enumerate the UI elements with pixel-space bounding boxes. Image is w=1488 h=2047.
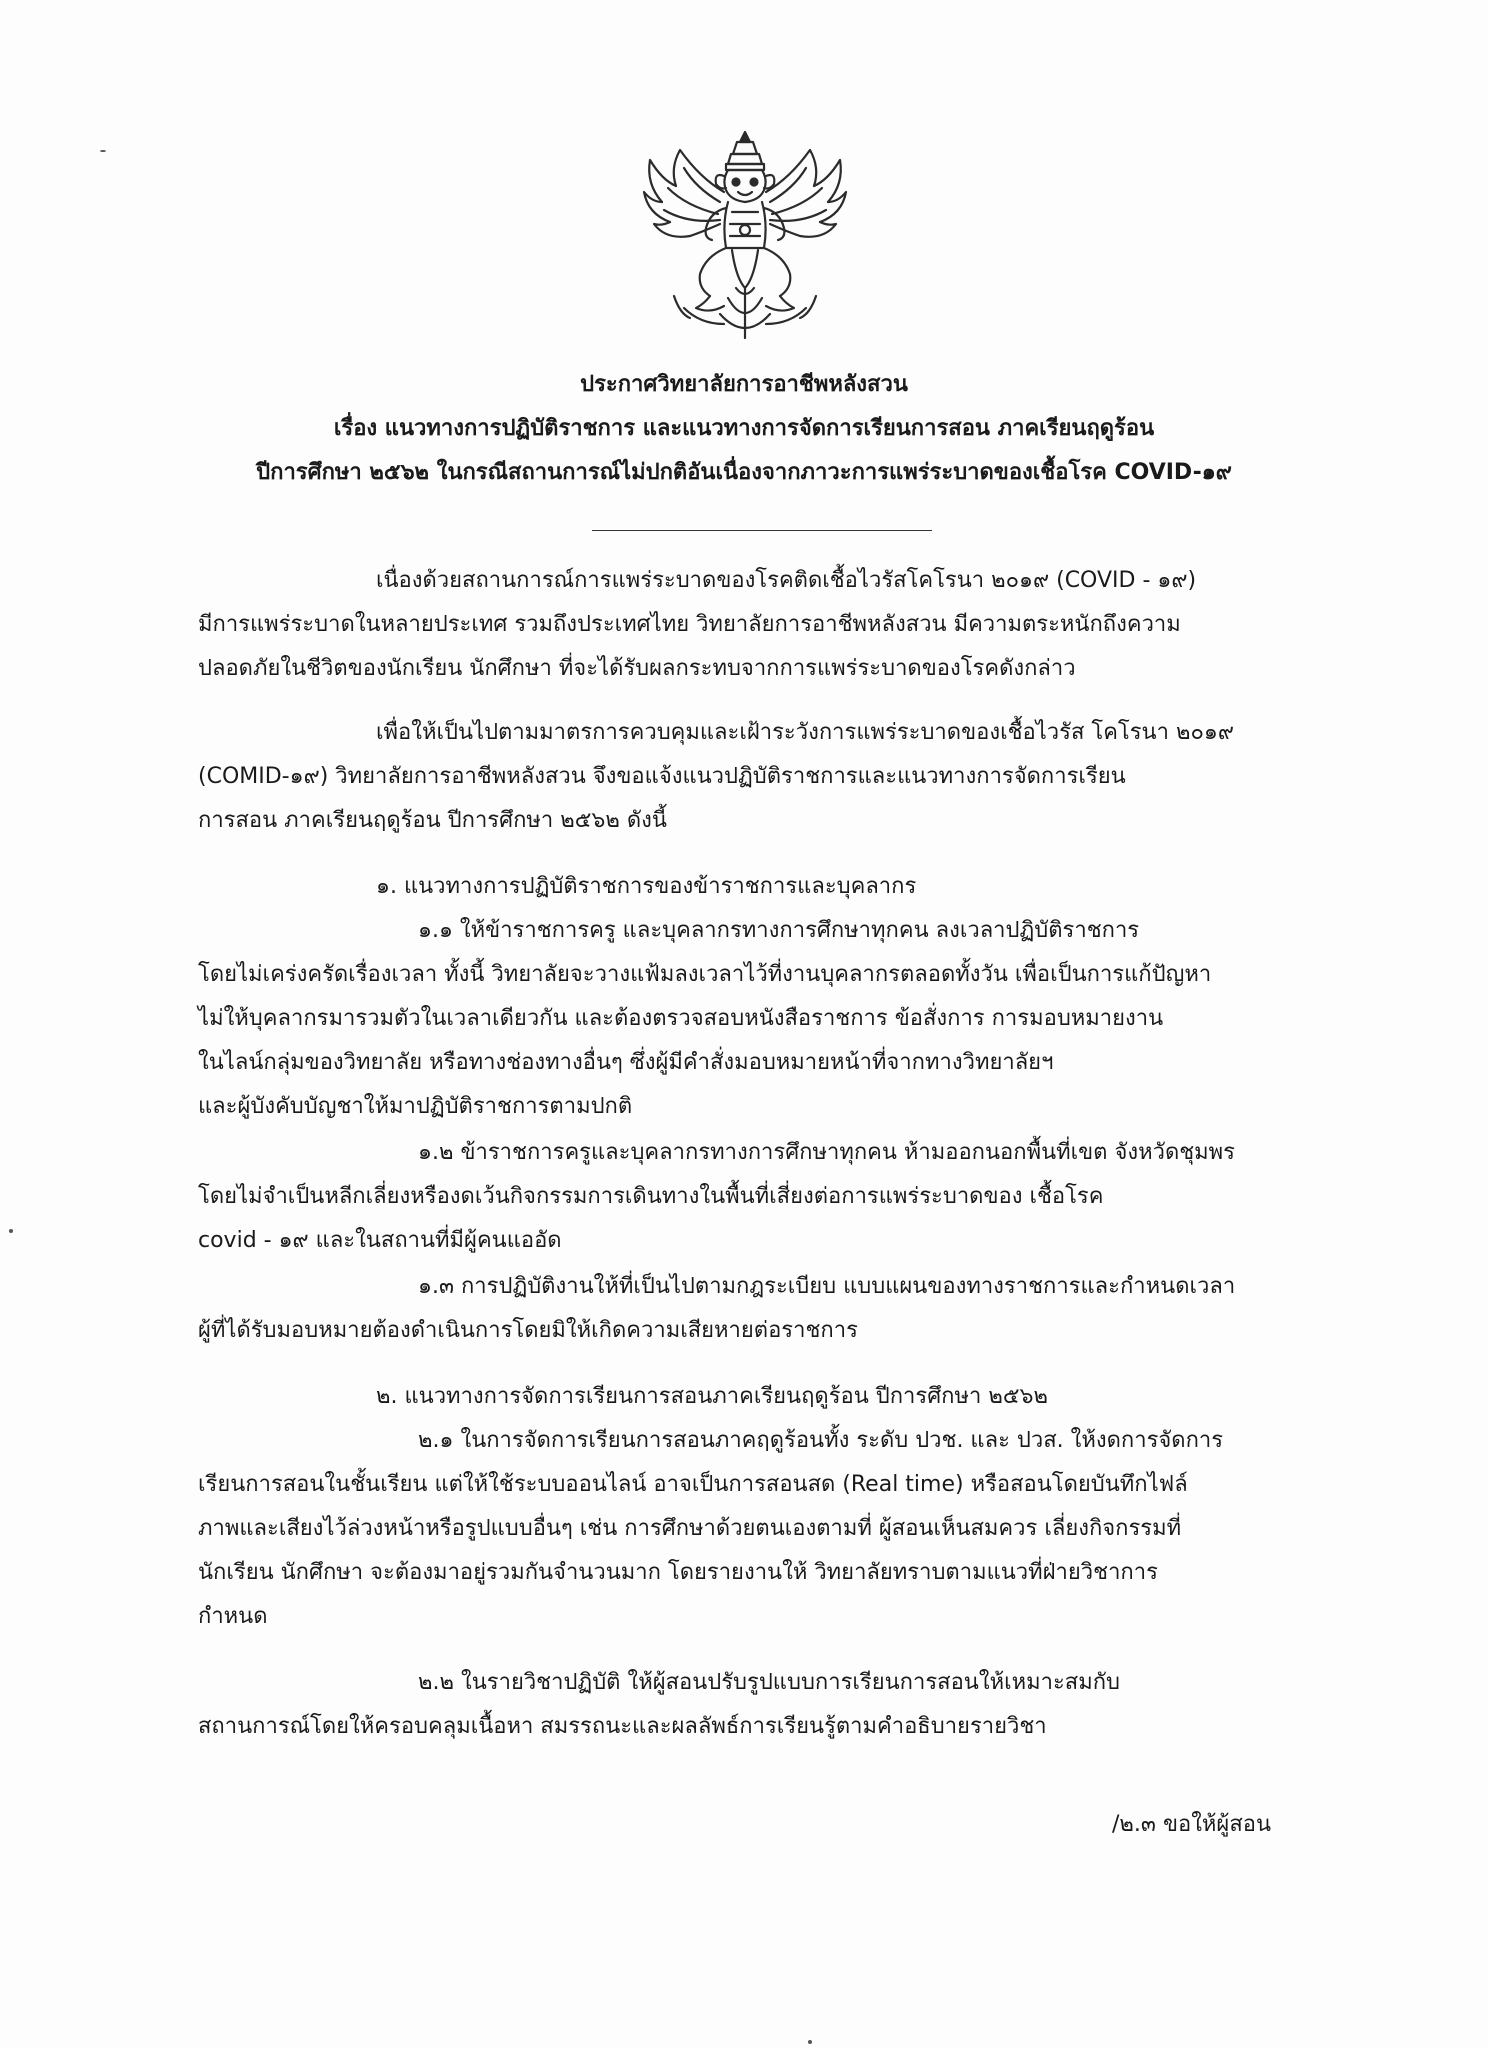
paragraph-2-line-3: การสอน ภาคเรียนฤดูร้อน ปีการศึกษา ๒๕๖๒ ดังนี้ (198, 808, 667, 833)
paragraph-1-line-3: ปลอดภัยในชีวิตของนักเรียน นักศึกษา ที่จะได้รับผลกระทบจากการแพร่ระบาดของโรคดังกล่าว (198, 656, 1076, 681)
section-1-heading: ๑. แนวทางการปฏิบัติราชการของข้าราชการและบุคลากร (376, 874, 917, 899)
section-1-3-line-2: ผู้ที่ได้รับมอบหมายต้องดำเนินการโดยมิให้เกิดความเสียหายต่อราชการ (198, 1318, 858, 1343)
section-2-2-line-2: สถานการณ์โดยให้ครอบคลุมเนื้อหา สมรรถนะและผลลัพธ์การเรียนรู้ตามคำอธิบายรายวิชา (198, 1714, 1047, 1739)
scan-speck (808, 2040, 812, 2044)
section-2-2-line-1: ๒.๒ ในรายวิชาปฏิบัติ ให้ผู้สอนปรับรูปแบบการเรียนการสอนให้เหมาะสมกับ (418, 1670, 1120, 1695)
section-1-2-line-2: โดยไม่จำเป็นหลีกเลี่ยงหรืองดเว้นกิจกรรมการเดินทางในพื้นที่เสี่ยงต่อการแพร่ระบาดของ เชื้อโรค (198, 1184, 1104, 1209)
paragraph-2-line-2: (COMID-๑๙) วิทยาลัยการอาชีพหลังสวน จึงขอแจ้งแนวปฏิบัติราชการและแนวทางการจัดการเรียน (198, 764, 1126, 789)
announcement-title: ประกาศวิทยาลัยการอาชีพหลังสวน (580, 372, 908, 397)
section-2-heading: ๒. แนวทางการจัดการเรียนการสอนภาคเรียนฤดูร้อน ปีการศึกษา ๒๕๖๒ (376, 1384, 1048, 1409)
section-2-1-line-3: ภาพและเสียงไว้ล่วงหน้าหรือรูปแบบอื่นๆ เช่น การศึกษาด้วยตนเองตามที่ ผู้สอนเห็นสมควร เลี่ยงกิจกรรมที่ (198, 1516, 1182, 1541)
section-2-1-line-4: นักเรียน นักศึกษา จะต้องมาอยู่รวมกันจำนวนมาก โดยรายงานให้ วิทยาลัยทราบตามแนวที่ฝ่ายวิชาการ (198, 1560, 1158, 1585)
section-1-2-line-1: ๑.๒ ข้าราชการครูและบุคลากรทางการศึกษาทุกคน ห้ามออกนอกพื้นที่เขต จังหวัดชุมพร (418, 1140, 1235, 1165)
section-1-1-line-1: ๑.๑ ให้ข้าราชการครู และบุคลากรทางการศึกษาทุกคน ลงเวลาปฏิบัติราชการ (418, 918, 1140, 943)
announcement-subject-cont: ปีการศึกษา ๒๕๖๒ ในกรณีสถานการณ์ไม่ปกติอันเนื่องจากภาวะการแพร่ระบาดของเชื้อโรค COVID-๑๙ (256, 460, 1232, 485)
garuda-emblem-icon (640, 128, 850, 343)
continuation-marker: /๒.๓ ขอให้ผู้สอน (1112, 1812, 1272, 1837)
paragraph-2-line-1: เพื่อให้เป็นไปตามมาตรการควบคุมและเฝ้าระวังการแพร่ระบาดของเชื้อไวรัส โคโรนา ๒๐๑๙ (376, 720, 1234, 745)
section-1-1-line-2: โดยไม่เคร่งครัดเรื่องเวลา ทั้งนี้ วิทยาลัยจะวางแฟ้มลงเวลาไว้ที่งานบุคลากรตลอดทั้งวัน เพื่อเป็นการแก้ปัญหา (198, 962, 1212, 987)
section-1-1-line-4: ในไลน์กลุ่มของวิทยาลัย หรือทางช่องทางอื่นๆ ซึ่งผู้มีคำสั่งมอบหมายหน้าที่จากทางวิทยาลัยฯ (198, 1050, 1054, 1075)
section-1-1-line-5: และผู้บังคับบัญชาให้มาปฏิบัติราชการตามปกติ (198, 1094, 633, 1119)
paragraph-1-line-2: มีการแพร่ระบาดในหลายประเทศ รวมถึงประเทศไทย วิทยาลัยการอาชีพหลังสวน มีความตระหนักถึงความ (198, 612, 1181, 637)
section-1-1-line-3: ไม่ให้บุคลากรมารวมตัวในเวลาเดียวกัน และต้องตรวจสอบหนังสือราชการ ข้อสั่งการ การมอบหมายงาน (198, 1006, 1164, 1031)
announcement-subject: เรื่อง แนวทางการปฏิบัติราชการ และแนวทางการจัดการเรียนการสอน ภาคเรียนฤดูร้อน (333, 416, 1155, 441)
section-1-3-line-1: ๑.๓ การปฏิบัติงานให้ที่เป็นไปตามกฎระเบียบ แบบแผนของทางราชการและกำหนดเวลา (418, 1274, 1236, 1299)
scan-speck (100, 150, 106, 152)
scan-speck (9, 1229, 13, 1233)
section-2-1-line-5: กำหนด (198, 1604, 268, 1629)
section-2-1-line-2: เรียนการสอนในชั้นเรียน แต่ให้ใช้ระบบออนไลน์ อาจเป็นการสอนสด (Real time) หรือสอนโดยบันทึกไฟล์ (198, 1472, 1188, 1497)
section-1-2-line-3: covid - ๑๙ และในสถานที่มีผู้คนแออัด (198, 1228, 562, 1253)
section-2-1-line-1: ๒.๑ ในการจัดการเรียนการสอนภาคฤดูร้อนทั้ง ระดับ ปวช. และ ปวส. ให้งดการจัดการ (418, 1428, 1224, 1453)
paragraph-1-line-1: เนื่องด้วยสถานการณ์การแพร่ระบาดของโรคติดเชื้อไวรัสโคโรนา ๒๐๑๙ (COVID - ๑๙) (376, 568, 1197, 593)
header-divider (592, 530, 932, 531)
